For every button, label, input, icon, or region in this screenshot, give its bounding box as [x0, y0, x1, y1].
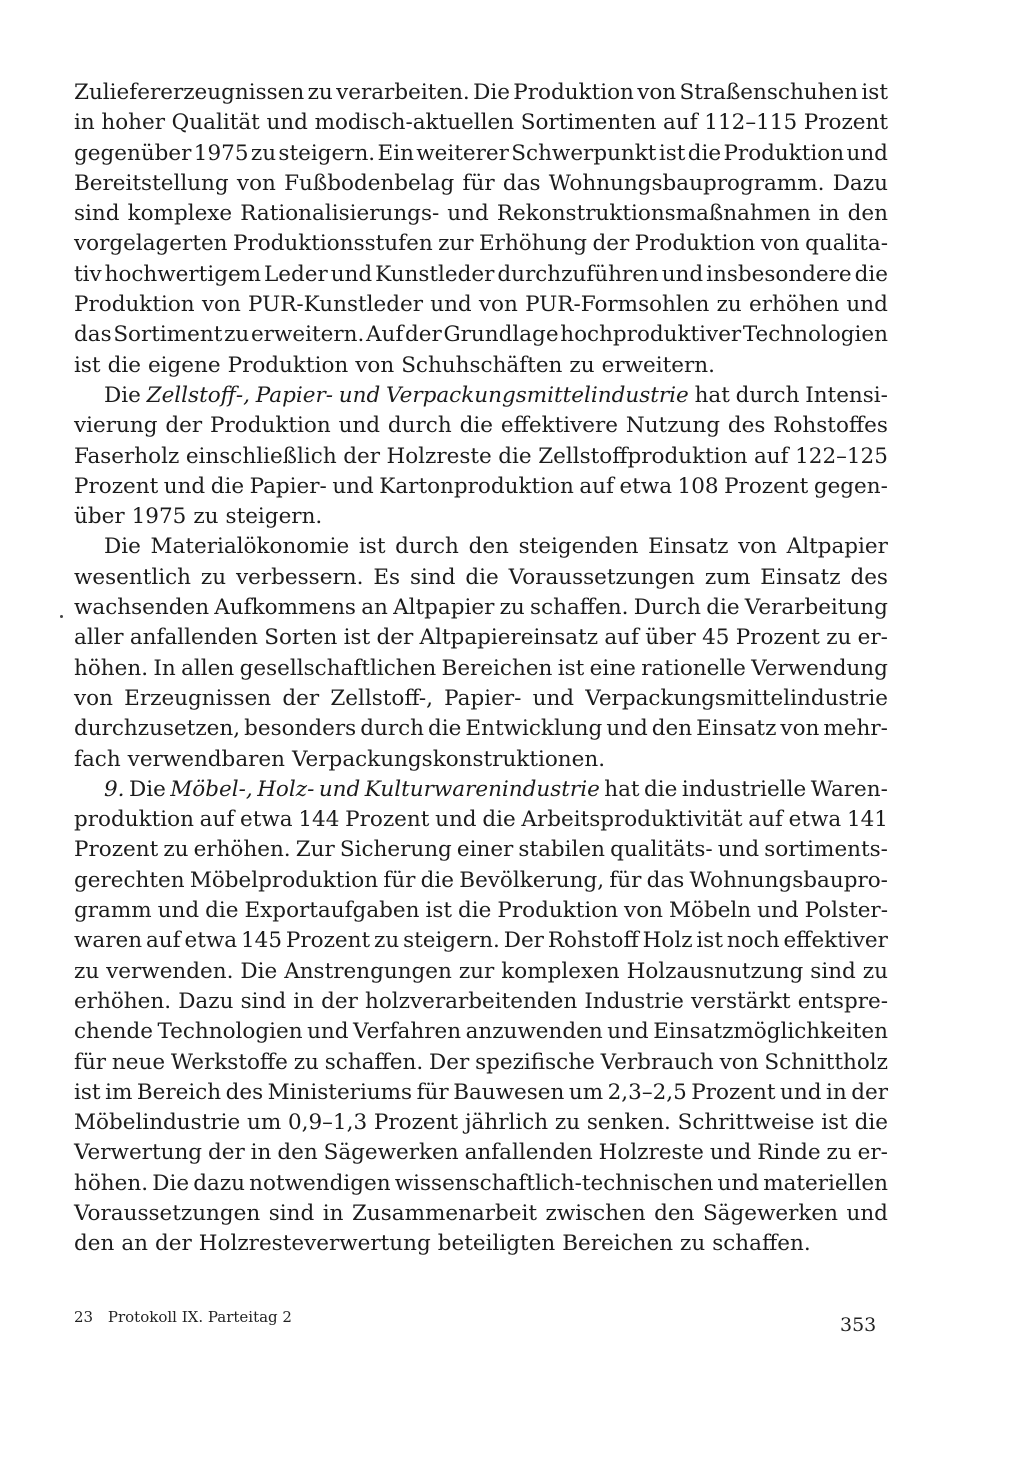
text-line: Voraussetzungen sind in Zusammenarbeit zwischen den Sägewerken und: [74, 1200, 888, 1226]
text-line: waren auf etwa 145 Prozent zu steigern. Der Rohstoff Holz ist noch effektiver: [74, 928, 888, 954]
text-line: 9. Die Möbel-, Holz- und Kulturwarenindustrie hat die industrielle Waren-: [104, 776, 888, 802]
page-number: 353: [840, 1314, 877, 1336]
signature-number: 23: [74, 1308, 94, 1326]
text-line: gerechten Möbelproduktion für die Bevölkerung, für das Wohnungsbaupro-: [74, 867, 888, 893]
signature-text: Protokoll IX. Parteitag 2: [107, 1308, 292, 1326]
paragraph: [74, 381, 888, 532]
text-line: Möbelindustrie um 0,9–1,3 Prozent jährlich zu senken. Schrittweise ist die: [74, 1110, 888, 1136]
text-line: fach verwendbaren Verpackungskonstruktionen.: [74, 746, 606, 772]
page-footer: [74, 1308, 292, 1326]
text-line: Faserholz einschließlich der Holzreste die Zellstoffproduktion auf 122–125: [74, 443, 888, 469]
text-line: ist die eigene Produktion von Schuhschäften zu erweitern.: [74, 352, 715, 378]
text-line: Bereitstellung von Fußbodenbelag für das Wohnungsbauprogramm. Dazu: [74, 170, 888, 196]
text-line: tiv hochwertigem Leder und Kunstleder durchzuführen und insbesondere die: [74, 261, 888, 287]
text-line: durchzusetzen, besonders durch die Entwicklung und den Einsatz von mehr-: [74, 716, 888, 742]
text-line: höhen. In allen gesellschaftlichen Bereichen ist eine rationelle Verwendung: [74, 655, 888, 681]
text-line: Prozent und die Papier- und Kartonproduktion auf etwa 108 Prozent gegen-: [74, 473, 888, 499]
text-line: das Sortiment zu erweitern. Auf der Grundlage hochproduktiver Technologien: [74, 322, 888, 348]
paragraph: [74, 532, 888, 774]
text-line: vorgelagerten Produktionsstufen zur Erhöhung der Produktion von qualita-: [74, 231, 888, 257]
text-line: Produktion von PUR-Kunstleder und von PUR-Formsohlen zu erhöhen und: [74, 292, 888, 318]
text-line: von Erzeugnissen der Zellstoff-, Papier- und Verpackungsmittelindustrie: [74, 685, 888, 711]
paragraph: [74, 775, 888, 1260]
text-line: über 1975 zu steigern.: [74, 504, 323, 530]
margin-mark: [60, 615, 63, 618]
text-line: vierung der Produktion und durch die effektivere Nutzung des Rohstoffes: [74, 413, 888, 439]
text-line: den an der Holzresteverwertung beteiligten Bereichen zu schaffen.: [74, 1231, 811, 1257]
text-line: ist im Bereich des Ministeriums für Bauwesen um 2,3–2,5 Prozent und in der: [74, 1079, 888, 1105]
text-line: Verwertung der in den Sägewerken anfallenden Holzreste und Rinde zu er-: [74, 1140, 888, 1166]
text-line: für neue Werkstoffe zu schaffen. Der spezifische Verbrauch von Schnittholz: [74, 1049, 888, 1075]
text-line: sind komplexe Rationalisierungs- und Rekonstruktionsmaßnahmen in den: [74, 201, 888, 227]
text-line: Die Materialökonomie ist durch den steigenden Einsatz von Altpapier: [104, 534, 888, 560]
text-line: wesentlich zu verbessern. Es sind die Voraussetzungen zum Einsatz des: [74, 564, 888, 590]
text-line: in hoher Qualität und modisch-aktuellen Sortimenten auf 112–115 Prozent: [74, 110, 888, 136]
paragraph: [74, 78, 888, 381]
text-line: Zuliefererzeugnissen zu verarbeiten. Die Produktion von Straßenschuhen ist: [74, 80, 888, 105]
text-line: wachsenden Aufkommens an Altpapier zu schaffen. Durch die Verarbeitung: [74, 595, 888, 621]
text-line: erhöhen. Dazu sind in der holzverarbeitenden Industrie verstärkt entspre-: [74, 988, 888, 1014]
text-line: Prozent zu erhöhen. Zur Sicherung einer stabilen qualitäts- und sortiments-: [74, 837, 888, 863]
body-text: [74, 78, 888, 1260]
text-line: aller anfallenden Sorten ist der Altpapiereinsatz auf über 45 Prozent zu er-: [74, 625, 888, 651]
text-line: höhen. Die dazu notwendigen wissenschaftlich-technischen und materiellen: [74, 1170, 888, 1196]
text-line: gramm und die Exportaufgaben ist die Produktion von Möbeln und Polster-: [74, 898, 888, 924]
text-line: zu verwenden. Die Anstrengungen zur komplexen Holzausnutzung sind zu: [74, 958, 888, 984]
text-line: produktion auf etwa 144 Prozent und die Arbeitsproduktivität auf etwa 141: [74, 807, 888, 833]
text-line: chende Technologien und Verfahren anzuwenden und Einsatzmöglichkeiten: [74, 1019, 888, 1045]
text-line: gegenüber 1975 zu steigern. Ein weiterer Schwerpunkt ist die Produktion und: [74, 140, 888, 166]
text-line: Die Zellstoff-, Papier- und Verpackungsmittelindustrie hat durch Intensi-: [104, 382, 888, 408]
